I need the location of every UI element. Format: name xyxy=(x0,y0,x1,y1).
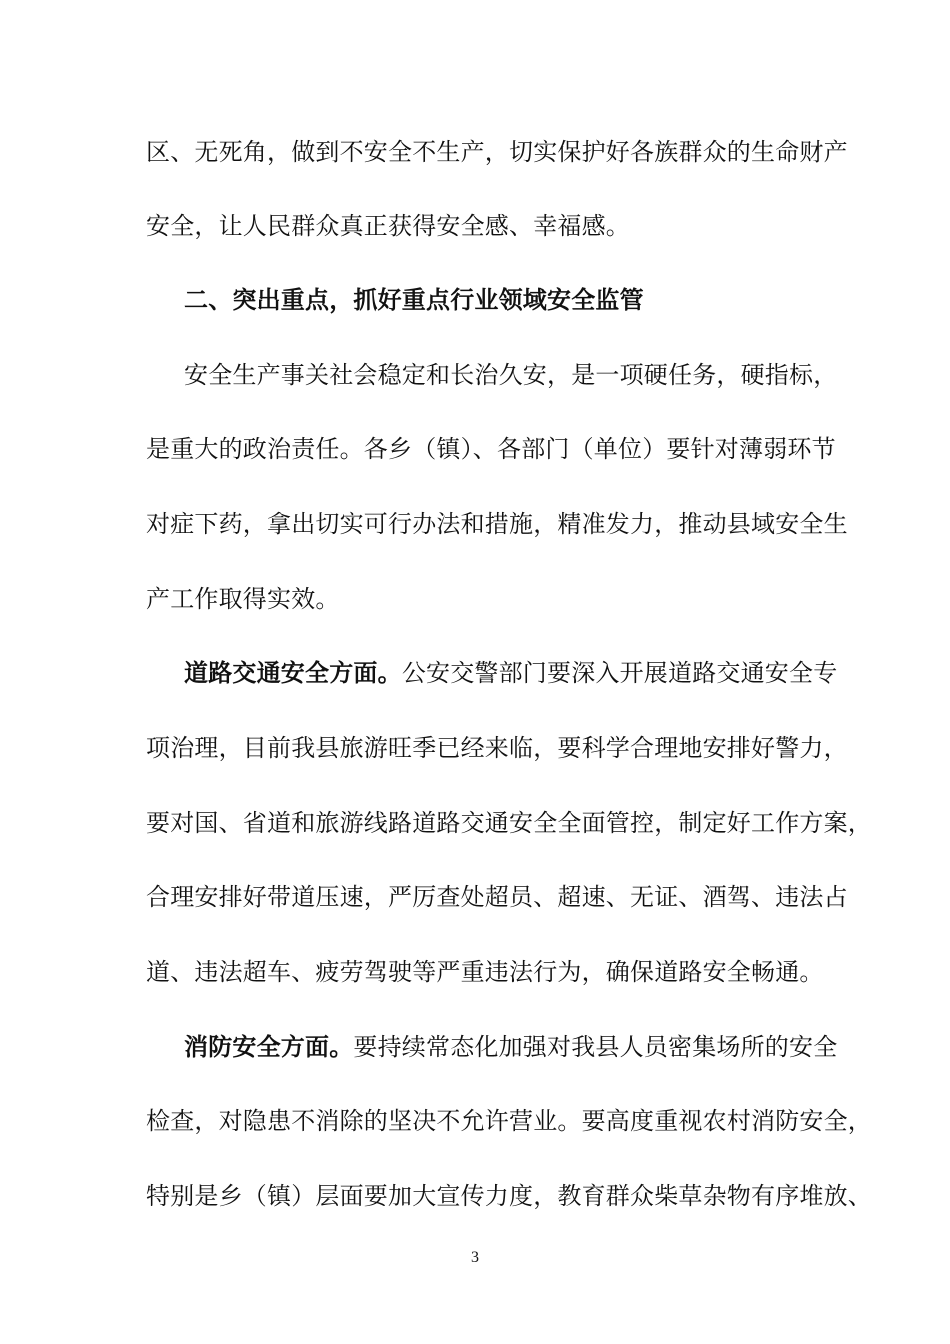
paragraph-line: 特别是乡（镇）层面要加大宣传力度，教育群众柴草杂物有序堆放、 xyxy=(146,1182,872,1210)
paragraph-text: 要持续常态化加强对我县人员密集场所的安全 xyxy=(353,1033,838,1061)
paragraph-line xyxy=(184,1032,837,1062)
paragraph-line: 安全生产事关社会稳定和长治久安，是一项硬任务，硬指标， xyxy=(184,361,838,389)
paragraph-line: 产工作取得实效。 xyxy=(146,585,340,613)
paragraph-line: 是重大的政治责任。各乡（镇）、各部门（单位）要针对薄弱环节 xyxy=(146,435,836,463)
bold-lead-fire: 消防安全方面。 xyxy=(184,1032,354,1061)
paragraph-line: 安全，让人民群众真正获得安全感、幸福感。 xyxy=(146,212,630,240)
paragraph-line: 项治理，目前我县旅游旺季已经来临，要科学合理地安排好警力， xyxy=(146,734,848,762)
page-number: 3 xyxy=(471,1249,479,1266)
section-heading: 二、突出重点，抓好重点行业领域安全监管 xyxy=(184,285,644,314)
paragraph-line: 对症下药，拿出切实可行办法和措施，精准发力，推动县域安全生 xyxy=(146,510,848,538)
paragraph-line: 道、违法超车、疲劳驾驶等严重违法行为，确保道路安全畅通。 xyxy=(146,958,824,986)
paragraph-line: 合理安排好带道压速，严厉查处超员、超速、无证、酒驾、违法占 xyxy=(146,883,848,911)
paragraph-text: 公安交警部门要深入开展道路交通安全专 xyxy=(401,659,838,687)
paragraph-line: 区、无死角，做到不安全不生产，切实保护好各族群众的生命财产 xyxy=(146,138,848,166)
paragraph-line xyxy=(184,658,837,688)
paragraph-line: 要对国、省道和旅游线路道路交通安全全面管控，制定好工作方案， xyxy=(146,809,872,837)
bold-lead-road: 道路交通安全方面。 xyxy=(184,658,402,687)
paragraph-line: 检查，对隐患不消除的坚决不允许营业。要高度重视农村消防安全， xyxy=(146,1107,872,1135)
